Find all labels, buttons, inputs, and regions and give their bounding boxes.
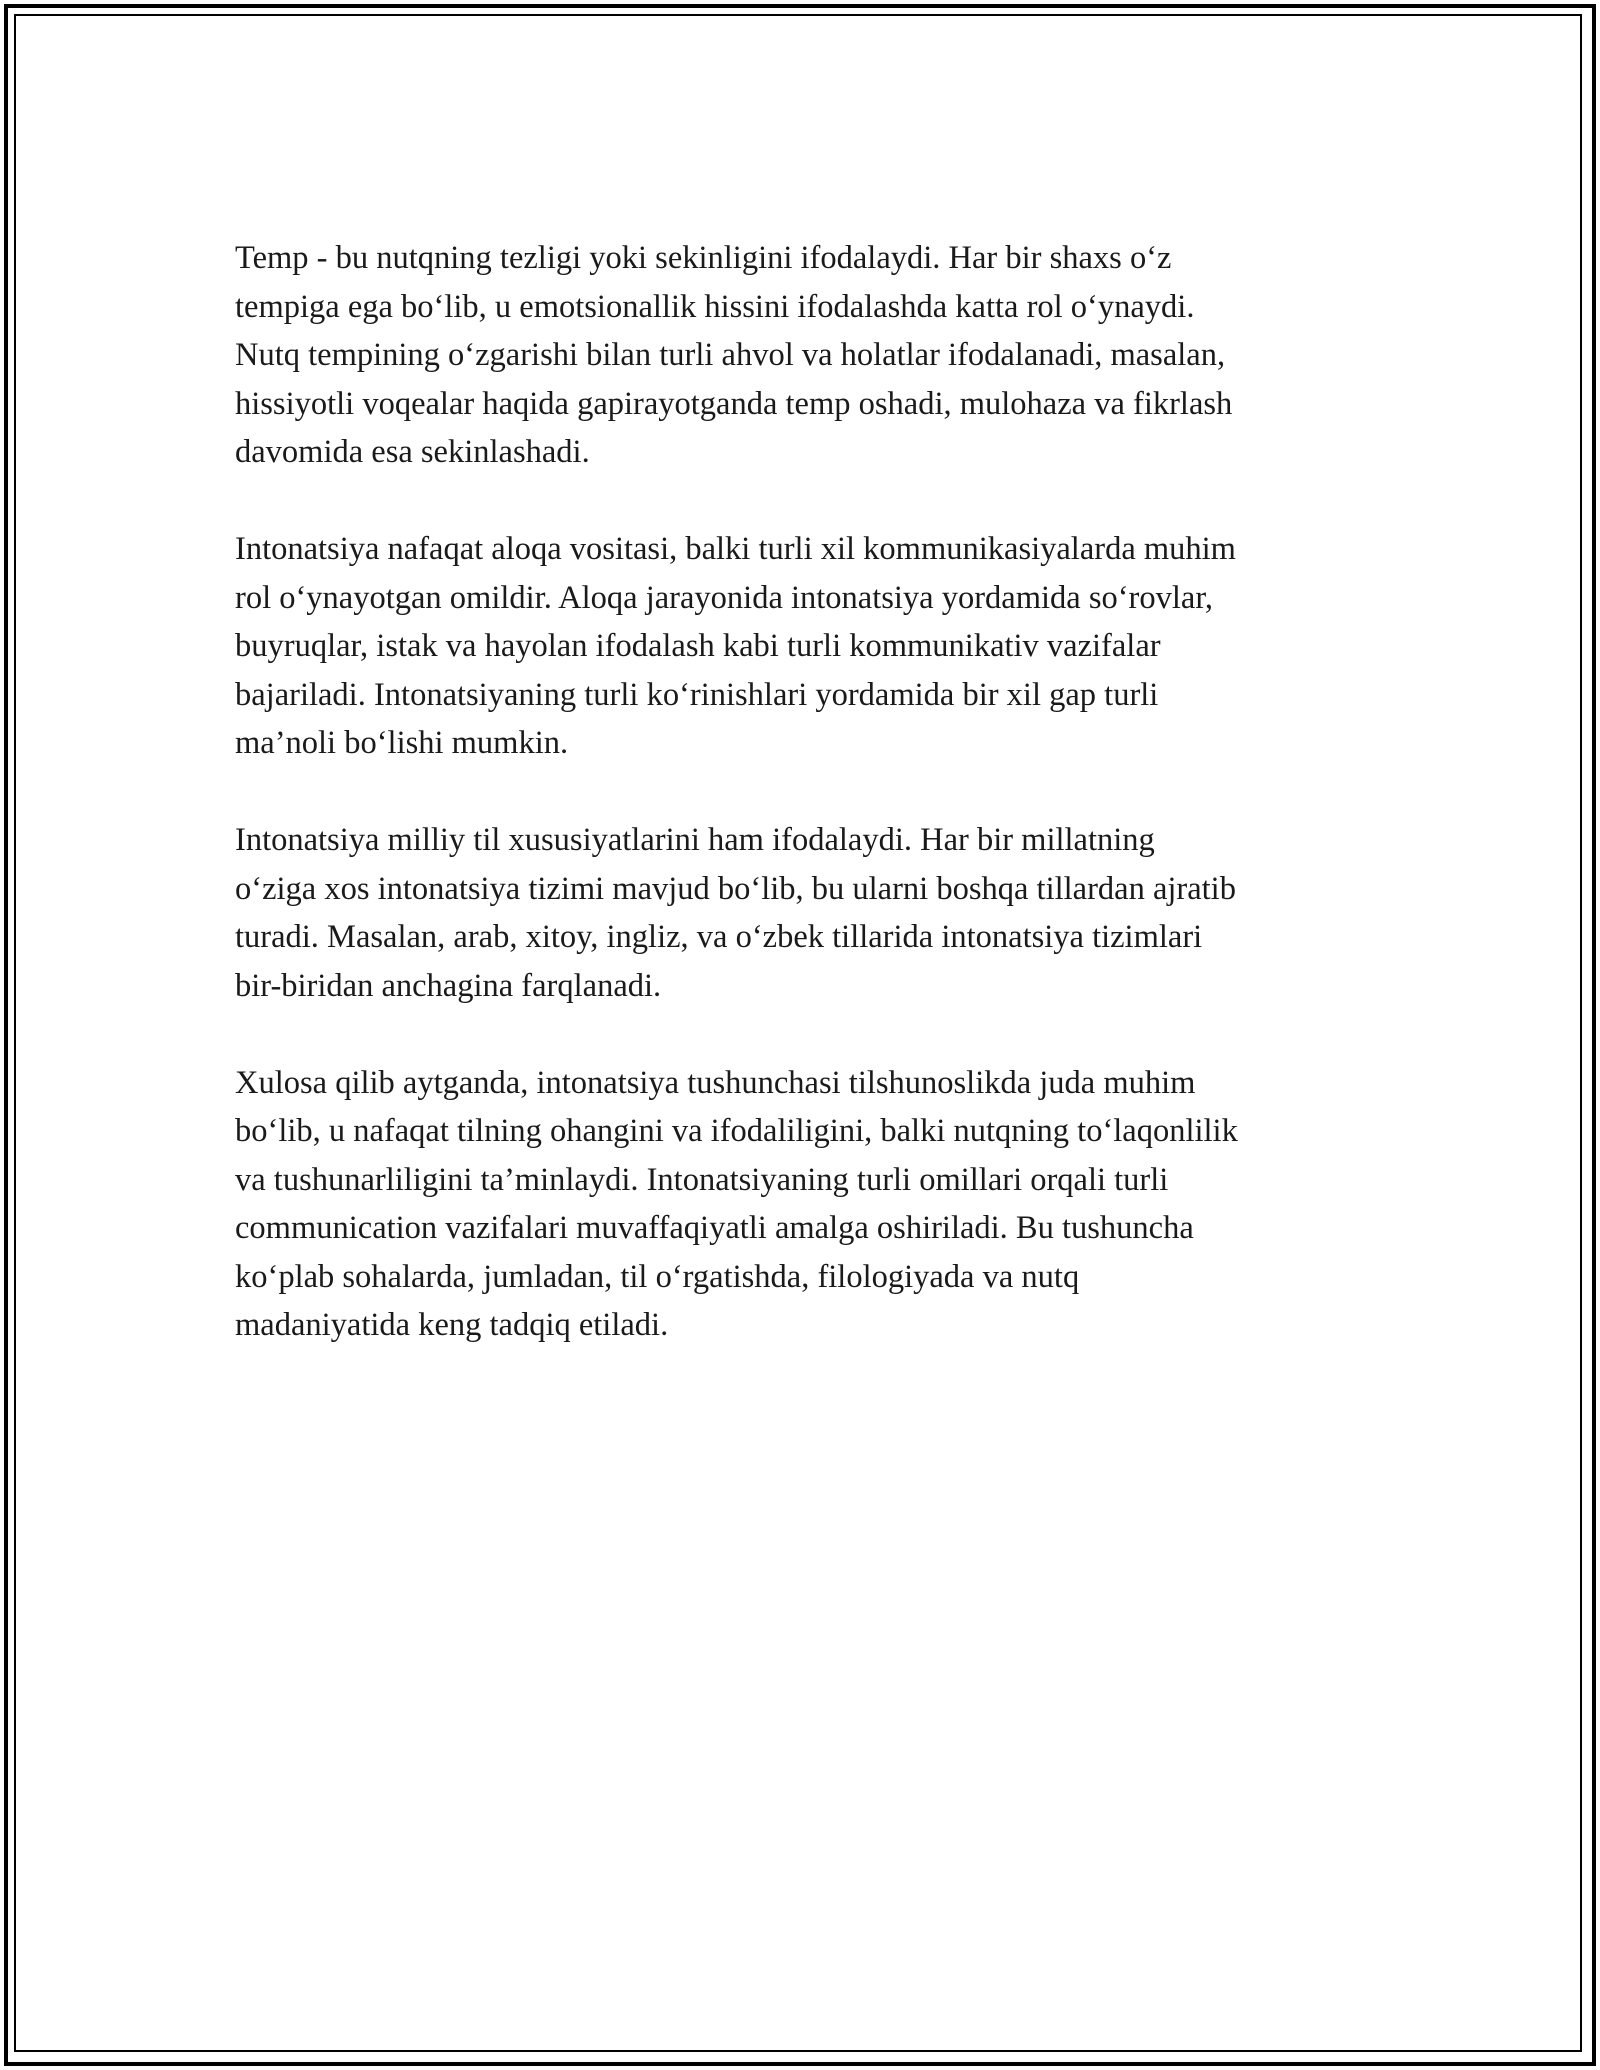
paragraph-communication: Intonatsiya nafaqat aloqa vositasi, balki turli xil kommunikasiyalarda muhim rol o‘ynayotgan omildir. Aloqa jarayonida intonatsiya yordamida so‘rovlar, buyruqlar, istak va hayolan ifodalash kabi turli kommunikativ vazifalar bajariladi. Intonatsiyaning turli ko‘rinishlari yordamida bir xil gap turli ma’noli bo‘lishi mumkin.	[235, 531, 1236, 761]
paragraph-national-features: Intonatsiya milliy til xususiyatlarini ham ifodalaydi. Har bir millatning o‘ziga xos intonatsiya tizimi mavjud bo‘lib, bu ularni boshqa tillardan ajratib turadi. Masalan, arab, xitoy, ingliz, va o‘zbek tillarida intonatsiya tizimlari bir-biridan anchagina farqlanadi.	[235, 822, 1236, 1004]
document-body	[235, 234, 1395, 1398]
paragraph-conclusion: Xulosa qilib aytganda, intonatsiya tushunchasi tilshunoslikda juda muhim bo‘lib, u nafaqat tilning ohangini va ifodaliligini, balki nutqning to‘laqonlilik va tushunarliligini ta’minlaydi. Intonatsiyaning turli omillari orqali turli communication vazifalari muvaffaqiyatli amalga oshiriladi. Bu tushuncha ko‘plab sohalarda, jumladan, til o‘rgatishda, filologiyada va nutq madaniyatida keng tadqiq etiladi.	[235, 1064, 1238, 1343]
paragraph-tempo: Temp - bu nutqning tezligi yoki sekinligini ifodalaydi. Har bir shaxs o‘z tempiga ega bo‘lib, u emotsionallik hissini ifodalashda katta rol o‘ynaydi. Nutq tempining o‘zgarishi bilan turli ahvol va holatlar ifodalanadi, masalan, hissiyotli voqealar haqida gapirayotganda temp oshadi, mulohaza va fikrlash davomida esa sekinlashadi.	[235, 240, 1233, 470]
